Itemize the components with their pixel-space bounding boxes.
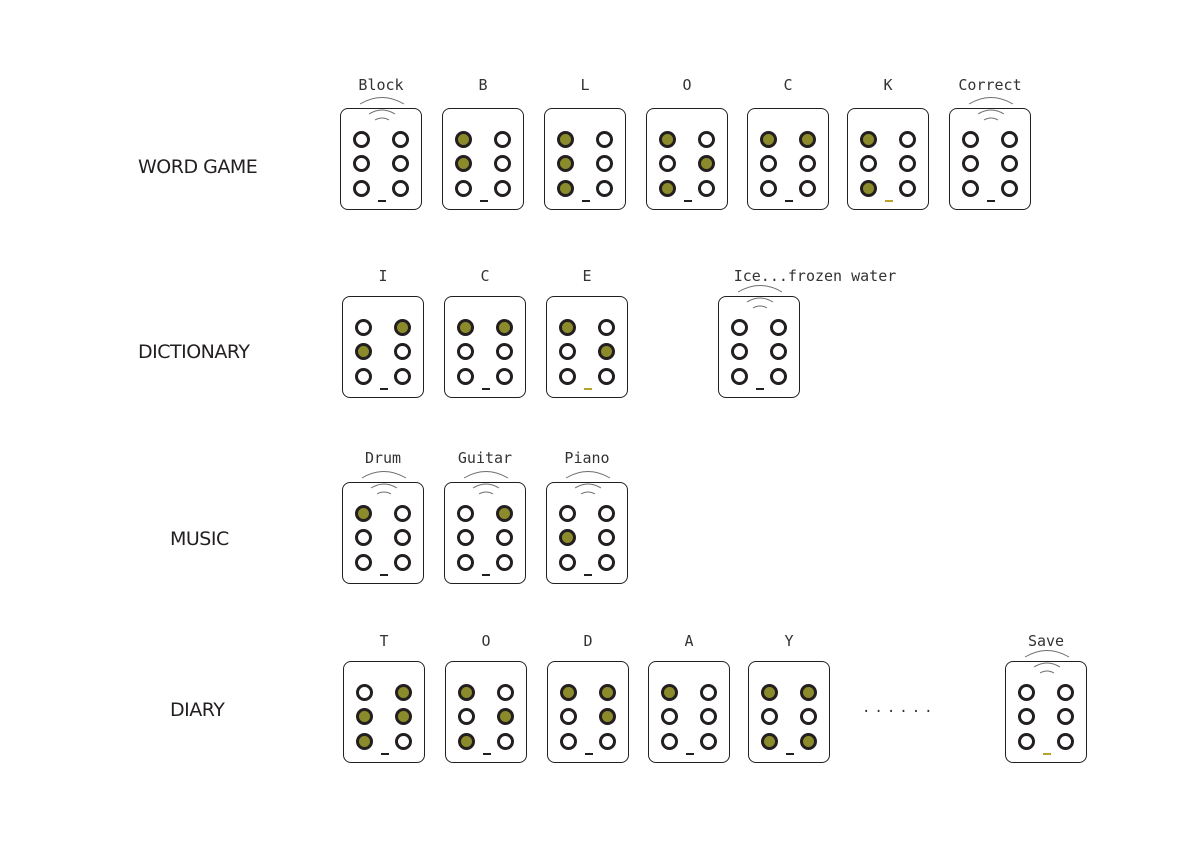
cursor-underscore (584, 574, 592, 576)
raised-braille-dot[interactable] (559, 529, 576, 546)
row-label: DIARY (170, 699, 225, 721)
raised-braille-dot[interactable] (761, 733, 778, 750)
braille-dot[interactable] (394, 554, 411, 571)
raised-braille-dot[interactable] (356, 708, 373, 725)
braille-dot[interactable] (494, 180, 511, 197)
raised-braille-dot[interactable] (557, 155, 574, 172)
braille-dot[interactable] (394, 529, 411, 546)
sound-wave-arc (969, 98, 1013, 105)
device-caption: T (379, 632, 389, 650)
braille-dot[interactable] (457, 343, 474, 360)
sound-wave-icon (1006, 648, 1088, 684)
braille-dot[interactable] (496, 343, 513, 360)
cursor-underscore (585, 753, 593, 755)
braille-dot[interactable] (598, 319, 615, 336)
braille-dot[interactable] (394, 368, 411, 385)
braille-dot[interactable] (760, 180, 777, 197)
braille-dot[interactable] (731, 343, 748, 360)
braille-device[interactable] (648, 661, 730, 763)
raised-braille-dot[interactable] (860, 180, 877, 197)
cursor-underscore (785, 200, 793, 202)
raised-braille-dot[interactable] (557, 131, 574, 148)
braille-device[interactable] (442, 108, 524, 210)
device-caption: I (378, 267, 388, 285)
braille-dot[interactable] (457, 554, 474, 571)
device-caption: Save (1027, 632, 1065, 650)
braille-device[interactable] (544, 108, 626, 210)
raised-braille-dot[interactable] (659, 131, 676, 148)
raised-braille-dot[interactable] (497, 708, 514, 725)
braille-device[interactable] (547, 661, 629, 763)
braille-device[interactable] (444, 482, 526, 584)
braille-dot[interactable] (559, 343, 576, 360)
braille-dot[interactable] (355, 529, 372, 546)
braille-dot[interactable] (355, 368, 372, 385)
sound-wave-arc (566, 472, 610, 479)
braille-dot[interactable] (1001, 155, 1018, 172)
braille-device[interactable] (546, 482, 628, 584)
braille-dot[interactable] (661, 708, 678, 725)
raised-braille-dot[interactable] (356, 733, 373, 750)
sound-wave-arc (984, 118, 998, 120)
sound-wave-arc (479, 492, 493, 494)
raised-braille-dot[interactable] (800, 733, 817, 750)
braille-dot[interactable] (1018, 684, 1035, 701)
braille-dot[interactable] (559, 505, 576, 522)
sound-wave-arc (371, 484, 397, 488)
continuation-ellipsis: ...... (862, 700, 937, 716)
raised-braille-dot[interactable] (455, 131, 472, 148)
sound-wave-arc (978, 110, 1004, 114)
raised-braille-dot[interactable] (557, 180, 574, 197)
device-caption: Correct (958, 76, 1022, 94)
cursor-underscore (482, 388, 490, 390)
sound-wave-icon (341, 95, 423, 131)
sound-wave-arc (753, 306, 767, 308)
row-label: DICTIONARY (138, 341, 250, 363)
cursor-underscore (483, 753, 491, 755)
cursor-underscore (684, 200, 692, 202)
braille-device[interactable] (342, 482, 424, 584)
braille-dot[interactable] (394, 505, 411, 522)
braille-dot[interactable] (770, 343, 787, 360)
raised-braille-dot[interactable] (661, 684, 678, 701)
braille-device[interactable] (343, 661, 425, 763)
sound-wave-arc (377, 492, 391, 494)
braille-dot[interactable] (1057, 684, 1074, 701)
sound-wave-arc (464, 472, 508, 479)
braille-dot[interactable] (860, 155, 877, 172)
device-caption: Guitar (457, 449, 513, 467)
braille-dot[interactable] (496, 529, 513, 546)
sound-wave-arc (747, 298, 773, 302)
braille-dot[interactable] (559, 554, 576, 571)
device-caption: Block (358, 76, 404, 94)
cursor-underscore (582, 200, 590, 202)
braille-dot[interactable] (731, 319, 748, 336)
braille-dot[interactable] (353, 155, 370, 172)
braille-dot[interactable] (395, 733, 412, 750)
braille-dot[interactable] (457, 505, 474, 522)
braille-dot[interactable] (457, 529, 474, 546)
braille-dot[interactable] (661, 733, 678, 750)
sound-wave-icon (343, 469, 425, 505)
sound-wave-arc (362, 472, 406, 479)
braille-dot[interactable] (700, 733, 717, 750)
braille-dot[interactable] (497, 733, 514, 750)
device-caption: B (478, 76, 488, 94)
sound-wave-arc (473, 484, 499, 488)
raised-braille-dot[interactable] (457, 319, 474, 336)
braille-device[interactable] (445, 661, 527, 763)
sound-wave-arc (581, 492, 595, 494)
cursor-underscore (987, 200, 995, 202)
braille-dot[interactable] (1018, 733, 1035, 750)
braille-dot[interactable] (899, 180, 916, 197)
cursor-underscore (756, 388, 764, 390)
cursor-underscore (378, 200, 386, 202)
braille-dot[interactable] (355, 319, 372, 336)
braille-dot[interactable] (494, 155, 511, 172)
raised-braille-dot[interactable] (355, 343, 372, 360)
braille-device[interactable] (444, 296, 526, 398)
braille-device[interactable] (342, 296, 424, 398)
cursor-underscore (380, 574, 388, 576)
braille-dot[interactable] (962, 131, 979, 148)
raised-braille-dot[interactable] (761, 684, 778, 701)
raised-braille-dot[interactable] (599, 708, 616, 725)
braille-dot[interactable] (494, 131, 511, 148)
braille-dot[interactable] (392, 131, 409, 148)
device-caption: D (583, 632, 593, 650)
sound-wave-icon (950, 95, 1032, 131)
raised-braille-dot[interactable] (395, 684, 412, 701)
braille-dot[interactable] (1001, 180, 1018, 197)
braille-dot[interactable] (899, 131, 916, 148)
raised-braille-dot[interactable] (659, 180, 676, 197)
cursor-underscore (1043, 753, 1051, 755)
braille-device[interactable] (747, 108, 829, 210)
braille-dot[interactable] (799, 180, 816, 197)
braille-dot[interactable] (392, 155, 409, 172)
cursor-underscore (584, 388, 592, 390)
raised-braille-dot[interactable] (394, 319, 411, 336)
device-caption: Ice...frozen water (733, 267, 897, 285)
braille-dot[interactable] (1018, 708, 1035, 725)
braille-dot[interactable] (596, 155, 613, 172)
braille-dot[interactable] (700, 708, 717, 725)
braille-device[interactable] (748, 661, 830, 763)
sound-wave-arc (738, 286, 782, 293)
device-caption: C (783, 76, 793, 94)
braille-dot[interactable] (455, 180, 472, 197)
raised-braille-dot[interactable] (560, 684, 577, 701)
braille-dot[interactable] (698, 180, 715, 197)
cursor-underscore (381, 753, 389, 755)
device-caption: E (582, 267, 592, 285)
braille-dot[interactable] (1057, 708, 1074, 725)
raised-braille-dot[interactable] (599, 684, 616, 701)
raised-braille-dot[interactable] (598, 343, 615, 360)
raised-braille-dot[interactable] (496, 319, 513, 336)
braille-device[interactable] (340, 108, 422, 210)
braille-dot[interactable] (598, 554, 615, 571)
device-caption: O (481, 632, 491, 650)
braille-dot[interactable] (1057, 733, 1074, 750)
raised-braille-dot[interactable] (800, 684, 817, 701)
braille-dot[interactable] (392, 180, 409, 197)
sound-wave-arc (1025, 651, 1069, 658)
braille-dot[interactable] (457, 368, 474, 385)
cursor-underscore (380, 388, 388, 390)
raised-braille-dot[interactable] (355, 505, 372, 522)
braille-dot[interactable] (598, 505, 615, 522)
braille-dot[interactable] (962, 155, 979, 172)
sound-wave-icon (445, 469, 527, 505)
braille-dot[interactable] (659, 155, 676, 172)
braille-dot[interactable] (559, 368, 576, 385)
device-caption: Piano (564, 449, 610, 467)
raised-braille-dot[interactable] (698, 155, 715, 172)
braille-dot[interactable] (394, 343, 411, 360)
raised-braille-dot[interactable] (760, 131, 777, 148)
braille-dot[interactable] (458, 708, 475, 725)
sound-wave-arc (369, 110, 395, 114)
sound-wave-arc (1034, 663, 1060, 667)
braille-dot[interactable] (962, 180, 979, 197)
device-caption: L (580, 76, 590, 94)
braille-dot[interactable] (899, 155, 916, 172)
row-label: WORD GAME (138, 156, 258, 178)
braille-dot[interactable] (731, 368, 748, 385)
device-caption: O (682, 76, 692, 94)
cursor-underscore (686, 753, 694, 755)
braille-dot[interactable] (761, 708, 778, 725)
braille-dot[interactable] (599, 733, 616, 750)
braille-dot[interactable] (596, 180, 613, 197)
braille-dot[interactable] (800, 708, 817, 725)
braille-dot[interactable] (353, 131, 370, 148)
braille-dot[interactable] (770, 319, 787, 336)
cursor-underscore (786, 753, 794, 755)
braille-device[interactable] (646, 108, 728, 210)
raised-braille-dot[interactable] (860, 131, 877, 148)
sound-wave-arc (1040, 671, 1054, 673)
raised-braille-dot[interactable] (455, 155, 472, 172)
braille-dot[interactable] (598, 368, 615, 385)
braille-dot[interactable] (1001, 131, 1018, 148)
cursor-underscore (480, 200, 488, 202)
sound-wave-icon (719, 283, 801, 319)
braille-dot[interactable] (770, 368, 787, 385)
raised-braille-dot[interactable] (559, 319, 576, 336)
braille-dot[interactable] (598, 529, 615, 546)
braille-dot[interactable] (353, 180, 370, 197)
braille-dot[interactable] (799, 155, 816, 172)
device-caption: Drum (364, 449, 402, 467)
raised-braille-dot[interactable] (395, 708, 412, 725)
braille-device[interactable] (847, 108, 929, 210)
braille-dot[interactable] (496, 554, 513, 571)
raised-braille-dot[interactable] (458, 733, 475, 750)
sound-wave-icon (547, 469, 629, 505)
braille-device[interactable] (949, 108, 1031, 210)
device-caption: C (480, 267, 490, 285)
braille-dot[interactable] (496, 368, 513, 385)
braille-dot[interactable] (760, 155, 777, 172)
braille-dot[interactable] (355, 554, 372, 571)
braille-dot[interactable] (560, 733, 577, 750)
device-caption: A (684, 632, 694, 650)
cursor-underscore (482, 574, 490, 576)
device-caption: Y (784, 632, 794, 650)
sound-wave-arc (360, 98, 404, 105)
device-caption: K (883, 76, 893, 94)
row-label: MUSIC (170, 528, 229, 550)
sound-wave-arc (575, 484, 601, 488)
raised-braille-dot[interactable] (458, 684, 475, 701)
braille-dot[interactable] (700, 684, 717, 701)
sound-wave-arc (375, 118, 389, 120)
braille-dot[interactable] (596, 131, 613, 148)
braille-dot[interactable] (356, 684, 373, 701)
braille-dot[interactable] (698, 131, 715, 148)
braille-device[interactable] (718, 296, 800, 398)
braille-device[interactable] (1005, 661, 1087, 763)
braille-device[interactable] (546, 296, 628, 398)
raised-braille-dot[interactable] (496, 505, 513, 522)
raised-braille-dot[interactable] (799, 131, 816, 148)
braille-dot[interactable] (560, 708, 577, 725)
braille-dot[interactable] (497, 684, 514, 701)
cursor-underscore (885, 200, 893, 202)
